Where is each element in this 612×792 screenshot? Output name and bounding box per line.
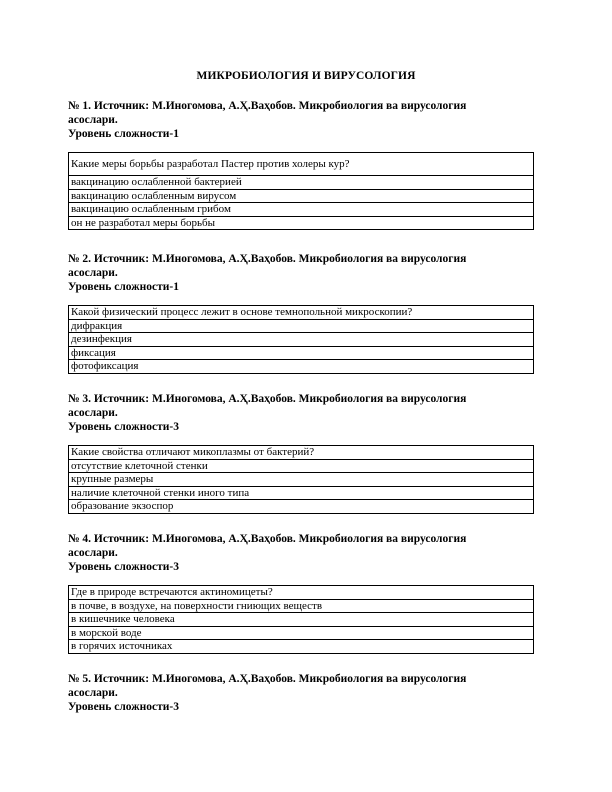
answer-option: вакцинацию ослабленным грибом	[69, 203, 534, 217]
question-source-line-2: асослари.	[68, 687, 118, 699]
question-block-5	[68, 672, 548, 714]
question-text: Какой физический процесс лежит в основе темнопольной микроскопии?	[69, 306, 534, 320]
question-table	[68, 585, 534, 654]
table-row	[69, 216, 534, 230]
question-source-line: № 3. Источник: М.Иногомова, А.Ҳ.Ваҳобов. Микробиология ва вирусология	[68, 393, 467, 405]
difficulty-level: Уровень сложности-3	[68, 421, 179, 433]
question-block-4	[68, 532, 548, 654]
question-block-1	[68, 99, 548, 230]
table-row	[69, 586, 534, 600]
answer-option: вакцинацию ослабленной бактерией	[69, 176, 534, 190]
table-row	[69, 500, 534, 514]
answer-option: в горячих источниках	[69, 640, 534, 654]
table-row	[69, 203, 534, 217]
answer-option: вакцинацию ослабленным вирусом	[69, 189, 534, 203]
table-row	[69, 360, 534, 374]
answer-option: фиксация	[69, 346, 534, 360]
question-table	[68, 305, 534, 374]
question-table	[68, 445, 534, 514]
question-text: Какие свойства отличают микоплазмы от бактерий?	[69, 446, 534, 460]
question-text: Какие меры борьбы разработал Пастер против холеры кур?	[69, 153, 534, 176]
table-row	[69, 459, 534, 473]
table-row	[69, 599, 534, 613]
answer-option: он не разработал меры борьбы	[69, 216, 534, 230]
table-row	[69, 333, 534, 347]
difficulty-level: Уровень сложности-1	[68, 281, 179, 293]
question-text: Где в природе встречаются актиномицеты?	[69, 586, 534, 600]
difficulty-level: Уровень сложности-3	[68, 701, 179, 713]
table-row	[69, 189, 534, 203]
question-source-line-2: асослари.	[68, 114, 118, 126]
question-source-line-2: асослари.	[68, 267, 118, 279]
table-row	[69, 319, 534, 333]
question-block-2	[68, 252, 548, 374]
question-table	[68, 152, 534, 230]
difficulty-level: Уровень сложности-1	[68, 128, 179, 140]
answer-option: крупные размеры	[69, 473, 534, 487]
table-row	[69, 473, 534, 487]
question-source-line: № 5. Источник: М.Иногомова, А.Ҳ.Ваҳобов. Микробиология ва вирусология	[68, 673, 467, 685]
difficulty-level: Уровень сложности-3	[68, 561, 179, 573]
table-row	[69, 640, 534, 654]
table-row	[69, 176, 534, 190]
table-row	[69, 346, 534, 360]
table-row	[69, 486, 534, 500]
question-header	[68, 532, 548, 574]
answer-option: наличие клеточной стенки иного типа	[69, 486, 534, 500]
answer-option: в морской воде	[69, 626, 534, 640]
table-row	[69, 626, 534, 640]
question-header	[68, 392, 548, 434]
answer-option: отсутствие клеточной стенки	[69, 459, 534, 473]
answer-option: образование экзоспор	[69, 500, 534, 514]
question-source-line: № 1. Источник: М.Иногомова, А.Ҳ.Ваҳобов. Микробиология ва вирусология	[68, 100, 467, 112]
answer-option: в почве, в воздухе, на поверхности гниющих веществ	[69, 599, 534, 613]
question-header	[68, 99, 548, 141]
question-header	[68, 672, 548, 714]
table-row	[69, 153, 534, 176]
question-header	[68, 252, 548, 294]
table-row	[69, 613, 534, 627]
question-source-line-2: асослари.	[68, 547, 118, 559]
question-source-line-2: асослари.	[68, 407, 118, 419]
table-row	[69, 306, 534, 320]
question-source-line: № 2. Источник: М.Иногомова, А.Ҳ.Ваҳобов. Микробиология ва вирусология	[68, 253, 467, 265]
answer-option: фотофиксация	[69, 360, 534, 374]
question-source-line: № 4. Источник: М.Иногомова, А.Ҳ.Ваҳобов. Микробиология ва вирусология	[68, 533, 467, 545]
answer-option: дифракция	[69, 319, 534, 333]
table-row	[69, 446, 534, 460]
question-block-3	[68, 392, 548, 514]
answer-option: дезинфекция	[69, 333, 534, 347]
answer-option: в кишечнике человека	[69, 613, 534, 627]
page-title: МИКРОБИОЛОГИЯ И ВИРУСОЛОГИЯ	[196, 70, 416, 82]
